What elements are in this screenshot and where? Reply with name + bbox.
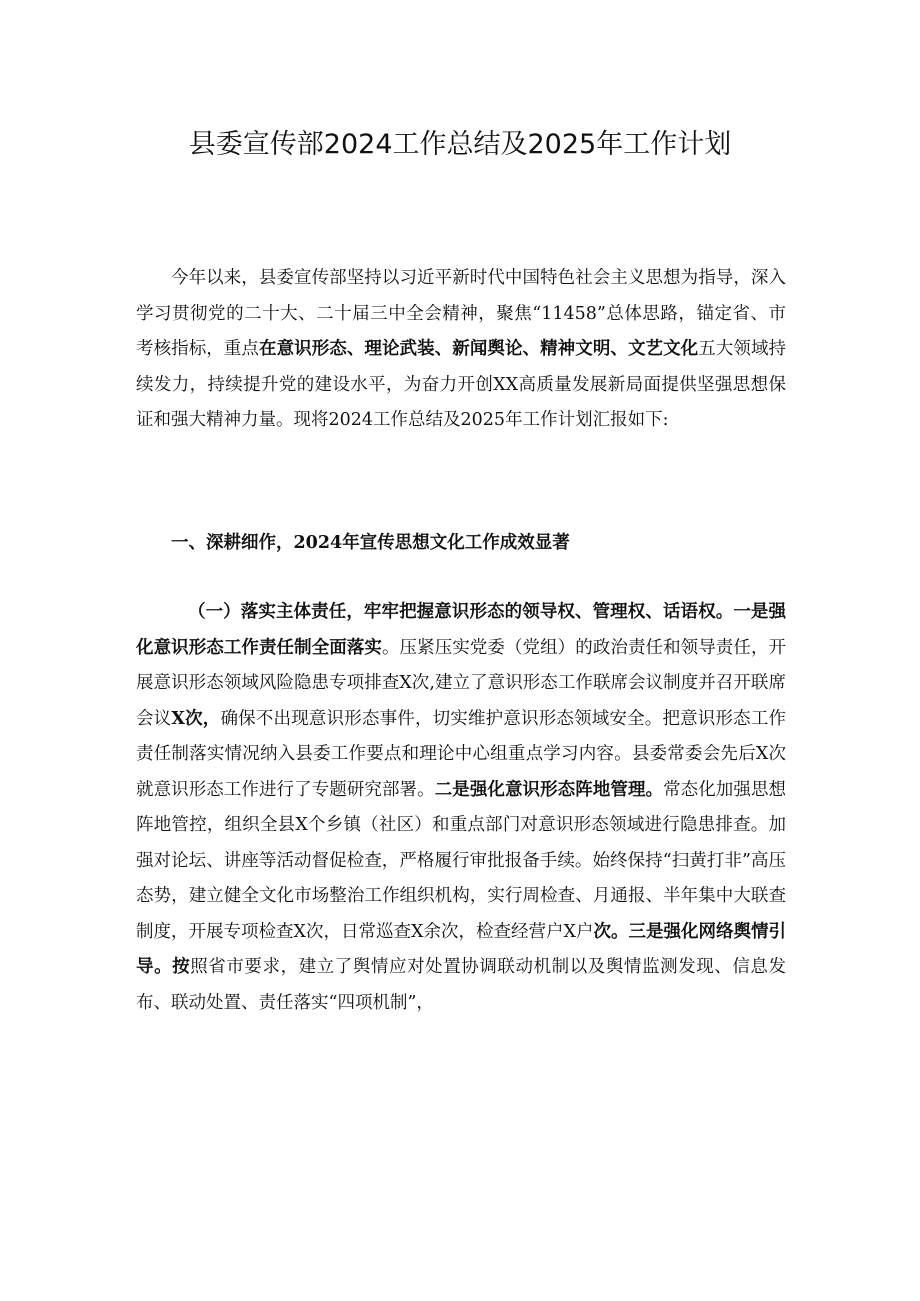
paragraph-bold-2: X次， <box>171 708 221 729</box>
paragraph-text-1: 。压紧压实党委（党组）的政治责任和领导责任，开展意识形态领域风险隐患专项排查X次,建立了意识形态工作联席会议制度并召开联席会议 <box>136 637 787 729</box>
subsection-title-bold: （一）落实主体责任，牢牢把握意识形态的领导权、管理权、话语权。一是强化意识形态工作责任制全面落实 <box>136 602 786 658</box>
section-1-paragraph <box>136 595 786 1021</box>
intro-paragraph <box>136 261 786 439</box>
paragraph-bold-3: 二是强化意识形态阵地管理。 <box>434 779 664 800</box>
paragraph-text-4: 照省市要求，建立了舆情应对处置协调联动机制以及舆情监测发现、信息发布、联动处置、责任落实“四项机制”， <box>136 957 787 1013</box>
paragraph-bold-4: 次。三是强化网络舆情引导。按 <box>136 921 787 977</box>
section-heading-1: 一、深耕细作，2024年宣传思想文化工作成效显著 <box>171 533 570 553</box>
intro-bold-fields: 在意识形态、理论武装、新闻舆论、精神文明、文艺文化 <box>259 339 699 359</box>
intro-text-end: 五大领域持续发力，持续提升党的建设水平，为奋力开创XX高质量发展新局面提供坚强思想保证和强大精神力量。现将2024工作总结及2025年工作计划汇报如下: <box>136 339 787 430</box>
intro-text-start: 今年以来，县委宣传部坚持以习近平新时代中国特色社会主义思想为指导，深入学习贯彻党的二十大、二十届三中全会精神，聚焦“11458”总体思路，锚定省、市考核指标，重点 <box>136 268 786 359</box>
paragraph-text-3: 常态化加强思想阵地管控，组织全县X个乡镇（社区）和重点部门对意识形态领域进行隐患排查。加强对论坛、讲座等活动督促检查，严格履行审批报备手续。始终保持“扫黄打非”高压态势，建立健全文化市场整治工作组织机构，实行周检查、月通报、半年集中大联查制度，开展专项检查X次，日常巡查X余次，检查经营户X户 <box>136 779 787 942</box>
paragraph-text-2: 确保不出现意识形态事件，切实维护意识形态领域安全。把意识形态工作责任制落实情况纳入县委工作要点和理论中心组重点学习内容。县委常委会先后X次就意识形态工作进行了专题研究部署。 <box>136 708 787 800</box>
document-title: 县委宣传部2024工作总结及2025年工作计划 <box>188 129 732 160</box>
